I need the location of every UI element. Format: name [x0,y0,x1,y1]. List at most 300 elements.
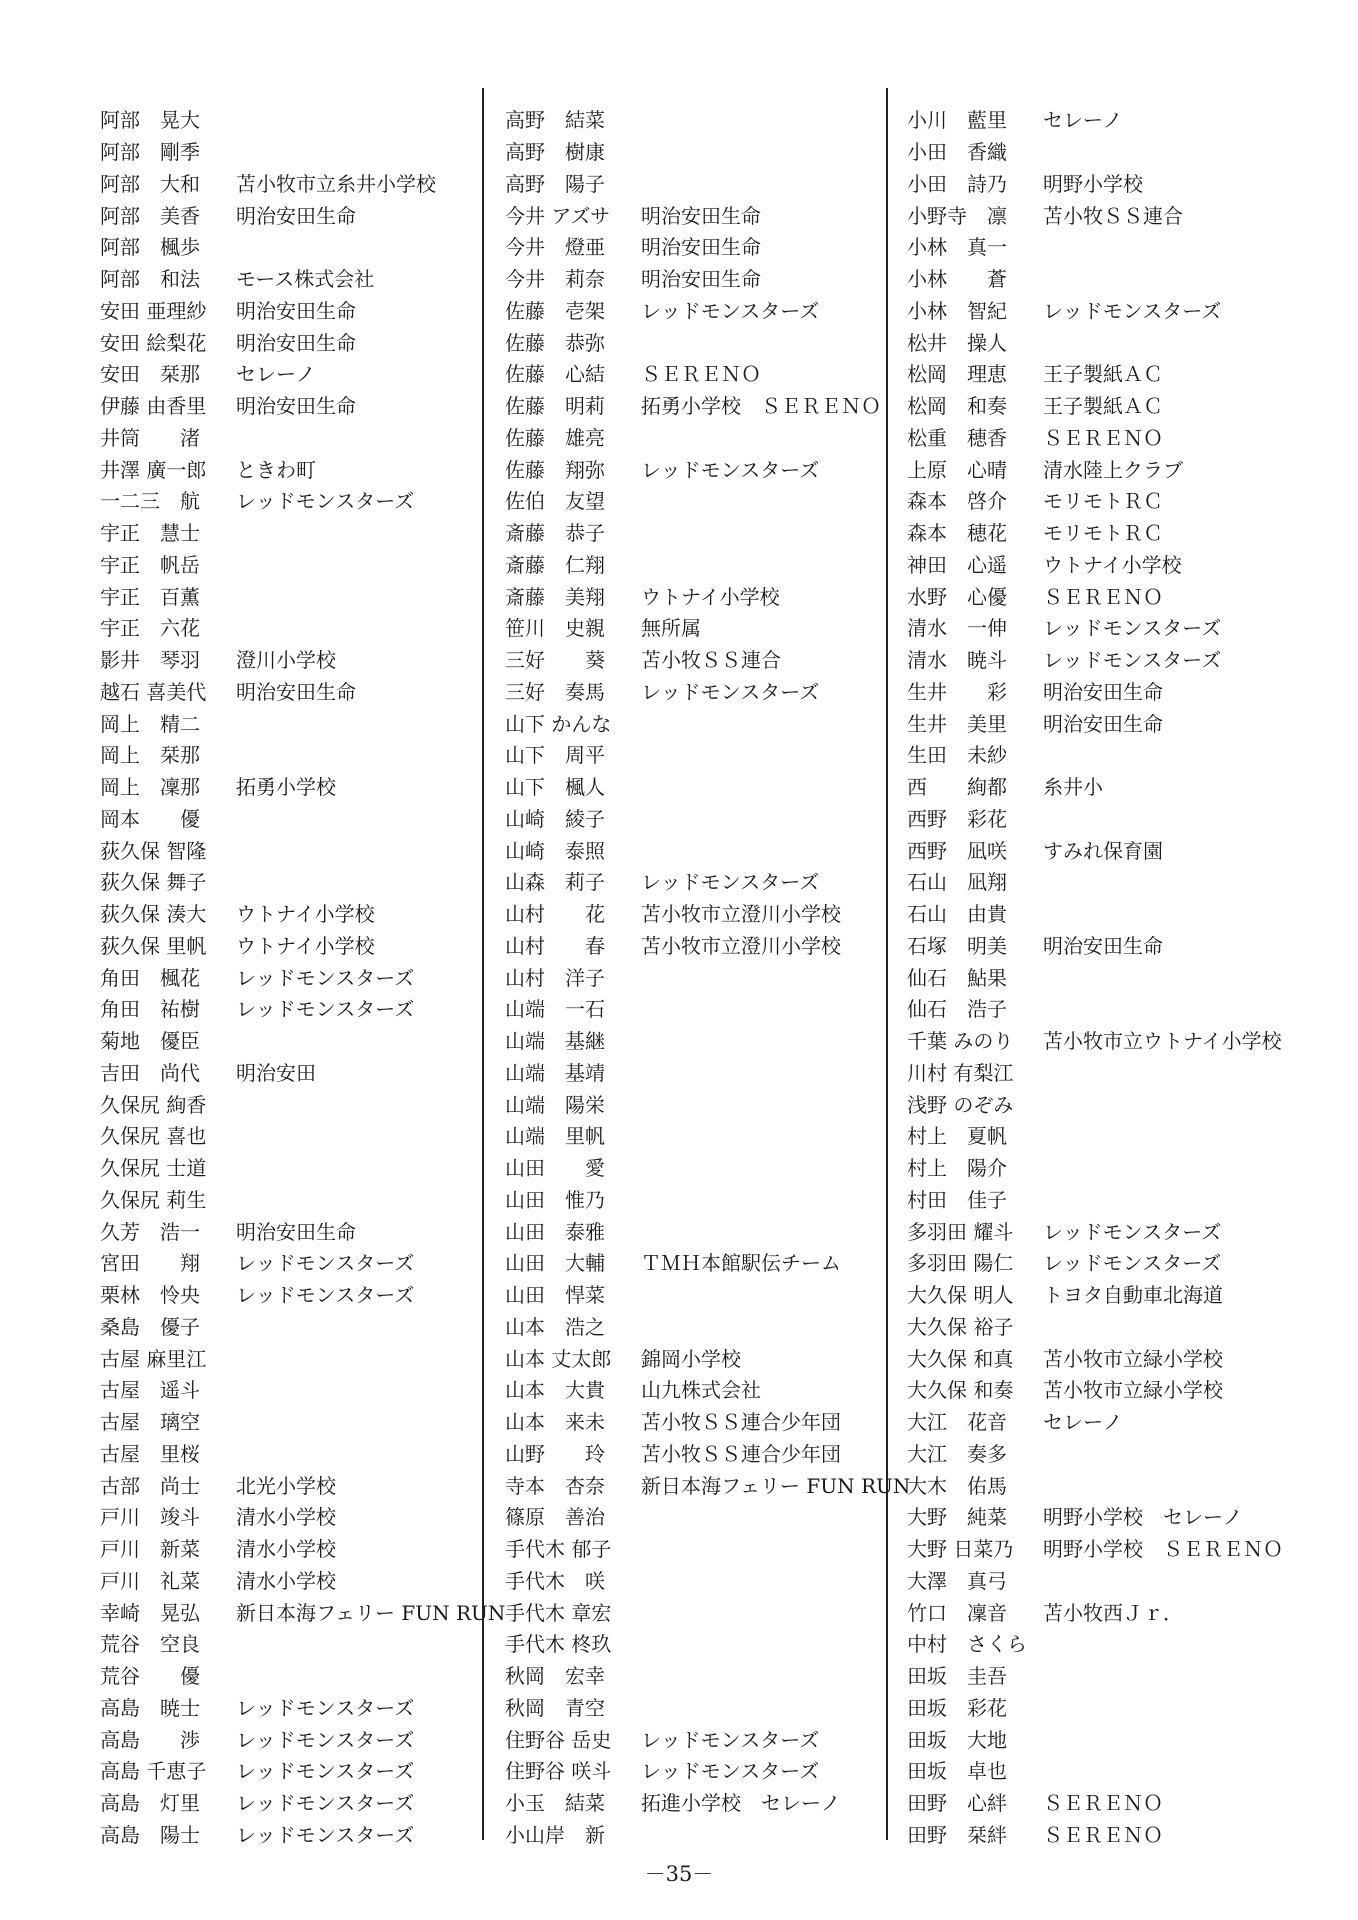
participant-affiliation: レッドモンスターズ [641,457,820,482]
participant-name: 秋岡 宏幸 [505,1664,605,1689]
participant-row [505,1341,910,1373]
participant-affiliation: セレーノ [1043,108,1123,133]
participant-row [907,1405,1283,1437]
participant-affiliation: 新日本海フェリー FUN RUN [641,1473,911,1498]
participant-name: 幸崎 晃弘 [100,1600,200,1625]
participant-name: 山田 泰雅 [505,1219,605,1244]
participant-row [907,833,1283,865]
participant-row [505,1500,910,1532]
participant-name: 山端 一石 [505,997,605,1022]
participant-row [907,1437,1283,1469]
participant-name: 佐藤 雄亮 [505,425,605,450]
participant-name: 山端 基靖 [505,1060,605,1085]
participant-affiliation: モリモトＲＣ [1043,521,1163,546]
participant-row [100,1151,505,1183]
participant-row [505,103,910,135]
participant-affiliation: レッドモンスターズ [641,1759,820,1784]
participant-row [505,389,910,421]
participant-row [505,833,910,865]
participant-row [907,1595,1283,1627]
participant-row [505,929,910,961]
participant-name: 高島 陽士 [100,1822,200,1847]
participant-name: 斎藤 美翔 [505,584,605,609]
participant-name: 小林 智紀 [907,298,1007,323]
participant-row [100,1087,505,1119]
participant-row [100,1500,505,1532]
participant-row [100,452,505,484]
participant-affiliation: 苫小牧西Ｊｒ． [1043,1600,1183,1625]
participant-name: 田野 心絆 [907,1791,1007,1816]
participant-row [505,262,910,294]
participant-affiliation: 新日本海フェリー FUN RUN [236,1600,506,1625]
participant-affiliation: レッドモンスターズ [641,679,820,704]
participant-name: 戸川 礼菜 [100,1568,200,1593]
participant-name: 手代木 郁子 [505,1537,612,1562]
participant-row [907,389,1283,421]
participant-name: 石塚 明美 [907,933,1007,958]
participant-name: 大木 佑馬 [907,1473,1007,1498]
participant-name: 菊地 優臣 [100,1029,200,1054]
participant-row [100,992,505,1024]
participant-affiliation: レッドモンスターズ [236,1251,415,1276]
participant-affiliation: セレーノ [236,362,316,387]
participant-name: 山下 周平 [505,743,605,768]
participant-row [907,1564,1283,1596]
participant-row [505,1627,910,1659]
participant-row [100,516,505,548]
participant-row [100,1183,505,1215]
participant-name: 大久保 裕子 [907,1314,1014,1339]
participant-name: 岡本 優 [100,806,200,831]
participant-affiliation: 苫小牧市立澄川小学校 [641,933,841,958]
participant-row [907,1722,1283,1754]
participant-name: 阿部 剛季 [100,140,200,165]
participant-affiliation: レッドモンスターズ [236,1727,415,1752]
participant-affiliation: レッドモンスターズ [1043,1251,1222,1276]
participant-name: 古屋 遥斗 [100,1378,200,1403]
participant-name: 阿部 和法 [100,267,200,292]
participant-name: 水野 心優 [907,584,1007,609]
participant-affiliation: 無所属 [641,616,701,641]
participant-name: 安田 絵梨花 [100,330,207,355]
participant-row [907,1627,1283,1659]
participant-row [505,135,910,167]
participant-name: 山本 丈太郎 [505,1346,612,1371]
participant-name: 阿部 楓歩 [100,235,200,260]
participant-name: 山崎 泰照 [505,838,605,863]
participant-name: 浅野 のぞみ [907,1092,1014,1117]
participant-name: 久芳 浩一 [100,1219,200,1244]
participant-row [505,548,910,580]
participant-row [907,992,1283,1024]
participant-row [907,1818,1283,1850]
participant-name: 大澤 真弓 [907,1568,1007,1593]
participant-affiliation: レッドモンスターズ [236,489,415,514]
participant-name: 古屋 璃空 [100,1410,200,1435]
participant-row [100,1056,505,1088]
participant-name: 高野 樹康 [505,140,605,165]
participant-row [907,1310,1283,1342]
participant-row [907,1246,1283,1278]
participant-row [907,865,1283,897]
participant-name: 高野 結菜 [505,108,605,133]
participant-name: 荒谷 空良 [100,1632,200,1657]
participant-name: 山村 春 [505,933,605,958]
participant-affiliation: 王子製紙ＡＣ [1043,394,1163,419]
participant-name: 小林 蒼 [907,267,1007,292]
participant-name: 高島 渉 [100,1727,200,1752]
participant-affiliation: 清水小学校 [236,1568,336,1593]
participant-affiliation: レッドモンスターズ [236,965,415,990]
participant-name: 山村 洋子 [505,965,605,990]
participant-row [100,167,505,199]
participant-name: 久保尻 喜也 [100,1124,207,1149]
participant-name: 安田 亜理紗 [100,298,207,323]
participant-affiliation: 明野小学校 セレーノ [1043,1505,1243,1530]
participant-row [907,262,1283,294]
participant-name: 越石 喜美代 [100,679,207,704]
participant-name: 山下 かんな [505,711,612,736]
participant-affiliation: レッドモンスターズ [641,298,820,323]
participant-name: 石山 凪翔 [907,870,1007,895]
participant-name: 小玉 結菜 [505,1791,605,1816]
participant-row [505,706,910,738]
participant-row [100,357,505,389]
participant-row [907,1119,1283,1151]
participant-name: 寺本 杏奈 [505,1473,605,1498]
participant-name: 田野 栞絆 [907,1822,1007,1847]
participant-name: 中村 さくら [907,1632,1027,1657]
participant-row [100,1691,505,1723]
participant-name: 高島 灯里 [100,1791,200,1816]
participant-name: 久保尻 莉生 [100,1187,207,1212]
participant-row [907,1659,1283,1691]
participant-name: 宇正 百薫 [100,584,200,609]
participant-row [505,357,910,389]
participant-row [100,1659,505,1691]
participant-name: 戸川 新菜 [100,1537,200,1562]
participant-name: 山本 大貴 [505,1378,605,1403]
participant-name: 佐藤 壱架 [505,298,605,323]
participant-row [100,1564,505,1596]
participant-row [505,1659,910,1691]
participant-row [505,611,910,643]
participant-name: 仙石 鮎果 [907,965,1007,990]
participant-name: 斎藤 仁翔 [505,552,605,577]
participant-affiliation: 明治安田生命 [1043,711,1163,736]
participant-row [100,1278,505,1310]
participant-name: 荻久保 智隆 [100,838,207,863]
participant-row [505,992,910,1024]
participant-name: 山田 愛 [505,1156,605,1181]
participant-row [907,1056,1283,1088]
participant-row [907,1341,1283,1373]
participant-name: 吉田 尚代 [100,1060,200,1085]
participant-row [505,1468,910,1500]
participant-row [907,960,1283,992]
participant-row [100,103,505,135]
participant-name: 大久保 明人 [907,1283,1014,1308]
participant-name: 田坂 大地 [907,1727,1007,1752]
participant-affiliation: レッドモンスターズ [236,1695,415,1720]
participant-row [100,579,505,611]
participant-name: 影井 琴羽 [100,648,200,673]
participant-affiliation: ＳＥＲＥＮＯ [641,362,761,387]
participant-row [100,929,505,961]
participant-name: 古部 尚士 [100,1473,200,1498]
participant-name: 佐伯 友望 [505,489,605,514]
participant-row [100,1405,505,1437]
participant-row [100,611,505,643]
participant-row [907,1183,1283,1215]
participant-row [505,1373,910,1405]
participant-name: 角田 祐樹 [100,997,200,1022]
participant-affiliation: 苫小牧ＳＳ連合少年団 [641,1410,841,1435]
participant-name: 古屋 麻里江 [100,1346,207,1371]
participant-row [505,1024,910,1056]
participant-row [907,643,1283,675]
participant-affiliation: 山九株式会社 [641,1378,761,1403]
participant-row [907,1373,1283,1405]
participant-name: 角田 楓花 [100,965,200,990]
participant-name: 住野谷 岳史 [505,1727,612,1752]
participant-row [505,897,910,929]
participant-row [505,1691,910,1723]
participant-name: 大江 奏多 [907,1441,1007,1466]
participant-affiliation: 明治安田 [236,1060,316,1085]
participant-affiliation: レッドモンスターズ [236,1283,415,1308]
participant-row [100,833,505,865]
participant-row [100,770,505,802]
participant-affiliation: ときわ町 [236,457,316,482]
participant-name: 仙石 浩子 [907,997,1007,1022]
participant-affiliation: レッドモンスターズ [236,1791,415,1816]
participant-affiliation: 明治安田生命 [641,267,761,292]
participant-row [505,198,910,230]
participant-name: 山端 里帆 [505,1124,605,1149]
participant-row [907,1691,1283,1723]
participant-affiliation: 拓勇小学校 ＳＥＲＥＮＯ [641,394,881,419]
participant-row [505,675,910,707]
participant-affiliation: ウトナイ小学校 [236,933,375,958]
participant-row [100,1754,505,1786]
participant-row [907,1087,1283,1119]
participant-affiliation: 明治安田生命 [1043,679,1163,704]
participant-affiliation: ＳＥＲＥＮＯ [1043,584,1163,609]
participant-name: 上原 心晴 [907,457,1007,482]
participant-row [100,1437,505,1469]
participant-affiliation: レッドモンスターズ [1043,648,1222,673]
participant-name: 栗林 怜央 [100,1283,200,1308]
participant-name: 千葉 みのり [907,1029,1014,1054]
participant-row [907,1214,1283,1246]
participant-affiliation: レッドモンスターズ [1043,1219,1222,1244]
participant-name: 多羽田 陽仁 [907,1251,1014,1276]
participant-row [907,294,1283,326]
participant-name: 佐藤 心結 [505,362,605,387]
participant-row [907,1024,1283,1056]
participant-name: 三好 葵 [505,648,605,673]
participant-affiliation: ＳＥＲＥＮＯ [1043,1822,1163,1847]
participant-name: 伊藤 由香里 [100,394,207,419]
participant-affiliation: 明野小学校 [1043,171,1143,196]
participant-name: 山本 来未 [505,1410,605,1435]
participant-name: 秋岡 青空 [505,1695,605,1720]
participant-name: 西野 彩花 [907,806,1007,831]
participant-row [907,548,1283,580]
participant-row [907,516,1283,548]
participant-name: 川村 有梨江 [907,1060,1014,1085]
participant-name: 小山岸 新 [505,1822,605,1847]
participant-row [505,230,910,262]
participant-name: 佐藤 明莉 [505,394,605,419]
participant-affiliation: ウトナイ小学校 [1043,552,1182,577]
participant-name: 大野 日菜乃 [907,1537,1014,1562]
participant-row [505,1119,910,1151]
page-number: －35－ [644,1862,714,1886]
participant-affiliation: 苫小牧ＳＳ連合 [641,648,781,673]
participant-affiliation: 明治安田生命 [1043,933,1163,958]
participant-name: 荻久保 里帆 [100,933,207,958]
participant-affiliation: 清水小学校 [236,1505,336,1530]
participant-name: 村上 夏帆 [907,1124,1007,1149]
participant-name: 宮田 翔 [100,1251,200,1276]
participant-row [100,706,505,738]
participant-name: 小林 真一 [907,235,1007,260]
participant-row [907,706,1283,738]
participant-name: 山田 惟乃 [505,1187,605,1212]
participant-name: 田坂 卓也 [907,1759,1007,1784]
participant-column-2 [505,103,910,1849]
participant-row [100,865,505,897]
participant-affiliation: 明治安田生命 [236,330,356,355]
participant-row [505,1722,910,1754]
participant-name: 戸川 竣斗 [100,1505,200,1530]
participant-row [505,421,910,453]
participant-row [505,1056,910,1088]
participant-affiliation: 拓勇小学校 [236,775,336,800]
participant-name: 斎藤 恭子 [505,521,605,546]
participant-name: 笹川 史親 [505,616,605,641]
participant-affiliation: ウトナイ小学校 [641,584,780,609]
participant-row [505,1087,910,1119]
participant-row [100,548,505,580]
participant-affiliation: 錦岡小学校 [641,1346,741,1371]
participant-row [505,579,910,611]
participant-row [100,1310,505,1342]
participant-row [907,135,1283,167]
participant-name: 山森 莉子 [505,870,605,895]
participant-affiliation: 苫小牧市立緑小学校 [1043,1378,1223,1403]
participant-name: 西 絢都 [907,775,1007,800]
participant-name: 生井 美里 [907,711,1007,736]
participant-affiliation: レッドモンスターズ [641,1727,820,1752]
participant-row [907,802,1283,834]
participant-name: 荻久保 舞子 [100,870,207,895]
participant-name: 田坂 圭吾 [907,1664,1007,1689]
participant-row [100,1532,505,1564]
participant-row [907,1500,1283,1532]
participant-affiliation: 拓進小学校 セレーノ [641,1791,841,1816]
participant-row [100,1024,505,1056]
participant-row [100,325,505,357]
participant-affiliation: すみれ保育園 [1043,838,1163,863]
participant-name: 清水 暁斗 [907,648,1007,673]
participant-affiliation: 糸井小 [1043,775,1103,800]
participant-row [907,452,1283,484]
participant-name: 桑島 優子 [100,1314,200,1339]
participant-row [505,738,910,770]
participant-row [505,770,910,802]
participant-name: 田坂 彩花 [907,1695,1007,1720]
participant-name: 阿部 大和 [100,171,200,196]
participant-row [505,1310,910,1342]
participant-row [907,611,1283,643]
participant-affiliation: 苫小牧ＳＳ連合 [1043,203,1183,228]
participant-name: 久保尻 絢香 [100,1092,207,1117]
participant-name: 荻久保 湊大 [100,902,207,927]
participant-row [505,1183,910,1215]
participant-row [505,1437,910,1469]
participant-affiliation: レッドモンスターズ [1043,298,1222,323]
participant-name: 大野 純菜 [907,1505,1007,1530]
participant-row [100,1722,505,1754]
participant-name: 森本 穂花 [907,521,1007,546]
participant-row [100,1373,505,1405]
participant-row [907,738,1283,770]
participant-name: 石山 由貴 [907,902,1007,927]
participant-affiliation: 王子製紙ＡＣ [1043,362,1163,387]
participant-name: 住野谷 咲斗 [505,1759,612,1784]
participant-affiliation: モリモトＲＣ [1043,489,1163,514]
participant-row [505,960,910,992]
participant-name: 小野寺 凛 [907,203,1007,228]
participant-row [907,1151,1283,1183]
participant-name: 阿部 晃大 [100,108,200,133]
participant-affiliation: レッドモンスターズ [236,1822,415,1847]
participant-affiliation: 明治安田生命 [236,679,356,704]
participant-name: 松岡 和奏 [907,394,1007,419]
participant-name: 村田 佳子 [907,1187,1007,1212]
participant-row [907,103,1283,135]
participant-row [100,1468,505,1500]
participant-affiliation: 清水小学校 [236,1537,336,1562]
participant-affiliation: 清水陸上クラブ [1043,457,1183,482]
participant-column-1 [100,103,505,1849]
participant-row [100,262,505,294]
participant-row [100,421,505,453]
participant-row [505,1405,910,1437]
participant-row [100,1818,505,1850]
participant-name: 生田 未紗 [907,743,1007,768]
participant-name: 竹口 凜音 [907,1600,1007,1625]
participant-name: 大江 花音 [907,1410,1007,1435]
participant-name: 手代木 柊玖 [505,1632,612,1657]
participant-name: 井筒 渚 [100,425,200,450]
participant-row [505,643,910,675]
participant-row [907,421,1283,453]
participant-affiliation: レッドモンスターズ [1043,616,1222,641]
participant-name: 清水 一伸 [907,616,1007,641]
participant-affiliation: セレーノ [1043,1410,1123,1435]
participant-column-3 [907,103,1283,1849]
participant-name: 井澤 廣一郎 [100,457,207,482]
participant-name: 三好 奏馬 [505,679,605,704]
participant-row [907,484,1283,516]
participant-row [505,452,910,484]
participant-affiliation: 苫小牧市立糸井小学校 [236,171,436,196]
participant-affiliation: 明治安田生命 [236,203,356,228]
